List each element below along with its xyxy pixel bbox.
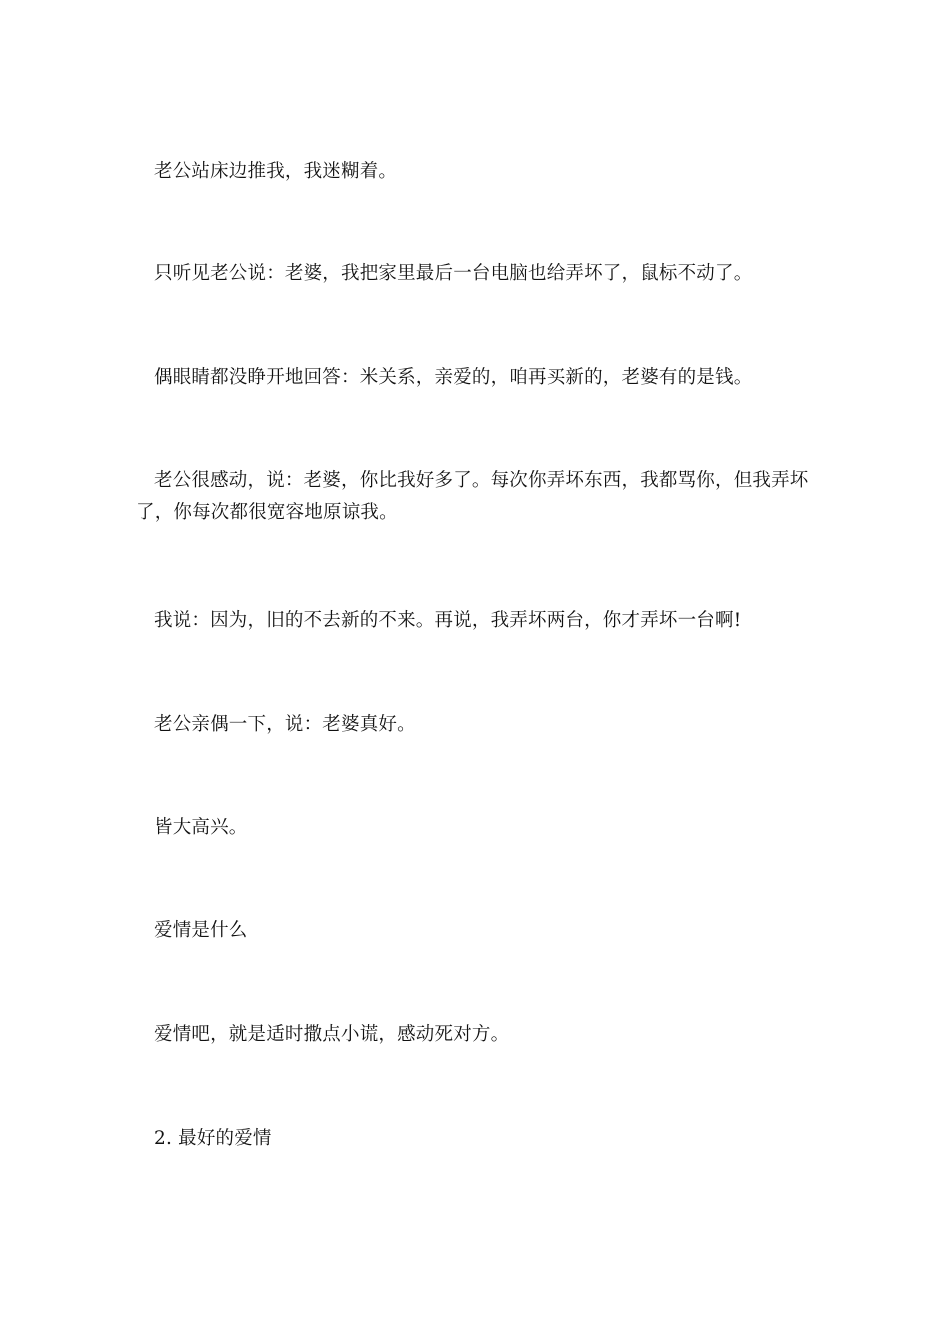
paragraph: 只听见老公说：老婆，我把家里最后一台电脑也给弄坏了，鼠标不动了。 [154,263,753,284]
paragraph: 皆大高兴。 [154,817,248,838]
paragraph: 老公亲偶一下，说：老婆真好。 [154,714,416,735]
paragraph: 爱情吧，就是适时撒点小谎，感动死对方。 [154,1024,510,1045]
section-heading: 2. 最好的爱情 [154,1128,272,1149]
paragraph: 我说：因为，旧的不去新的不来。再说，我弄坏两台，你才弄坏一台啊! [154,610,742,631]
paragraph: 偶眼睛都没睁开地回答：米关系，亲爱的，咱再买新的，老婆有的是钱。 [154,367,753,388]
section-heading: 爱情是什么 [154,920,248,941]
paragraph: 老公站床边推我，我迷糊着。 [154,161,398,182]
paragraph: 老公很感动，说：老婆，你比我好多了。每次你弄坏东西，我都骂你，但我弄坏了，你每次都很宽容地原谅我。 [136,470,809,523]
